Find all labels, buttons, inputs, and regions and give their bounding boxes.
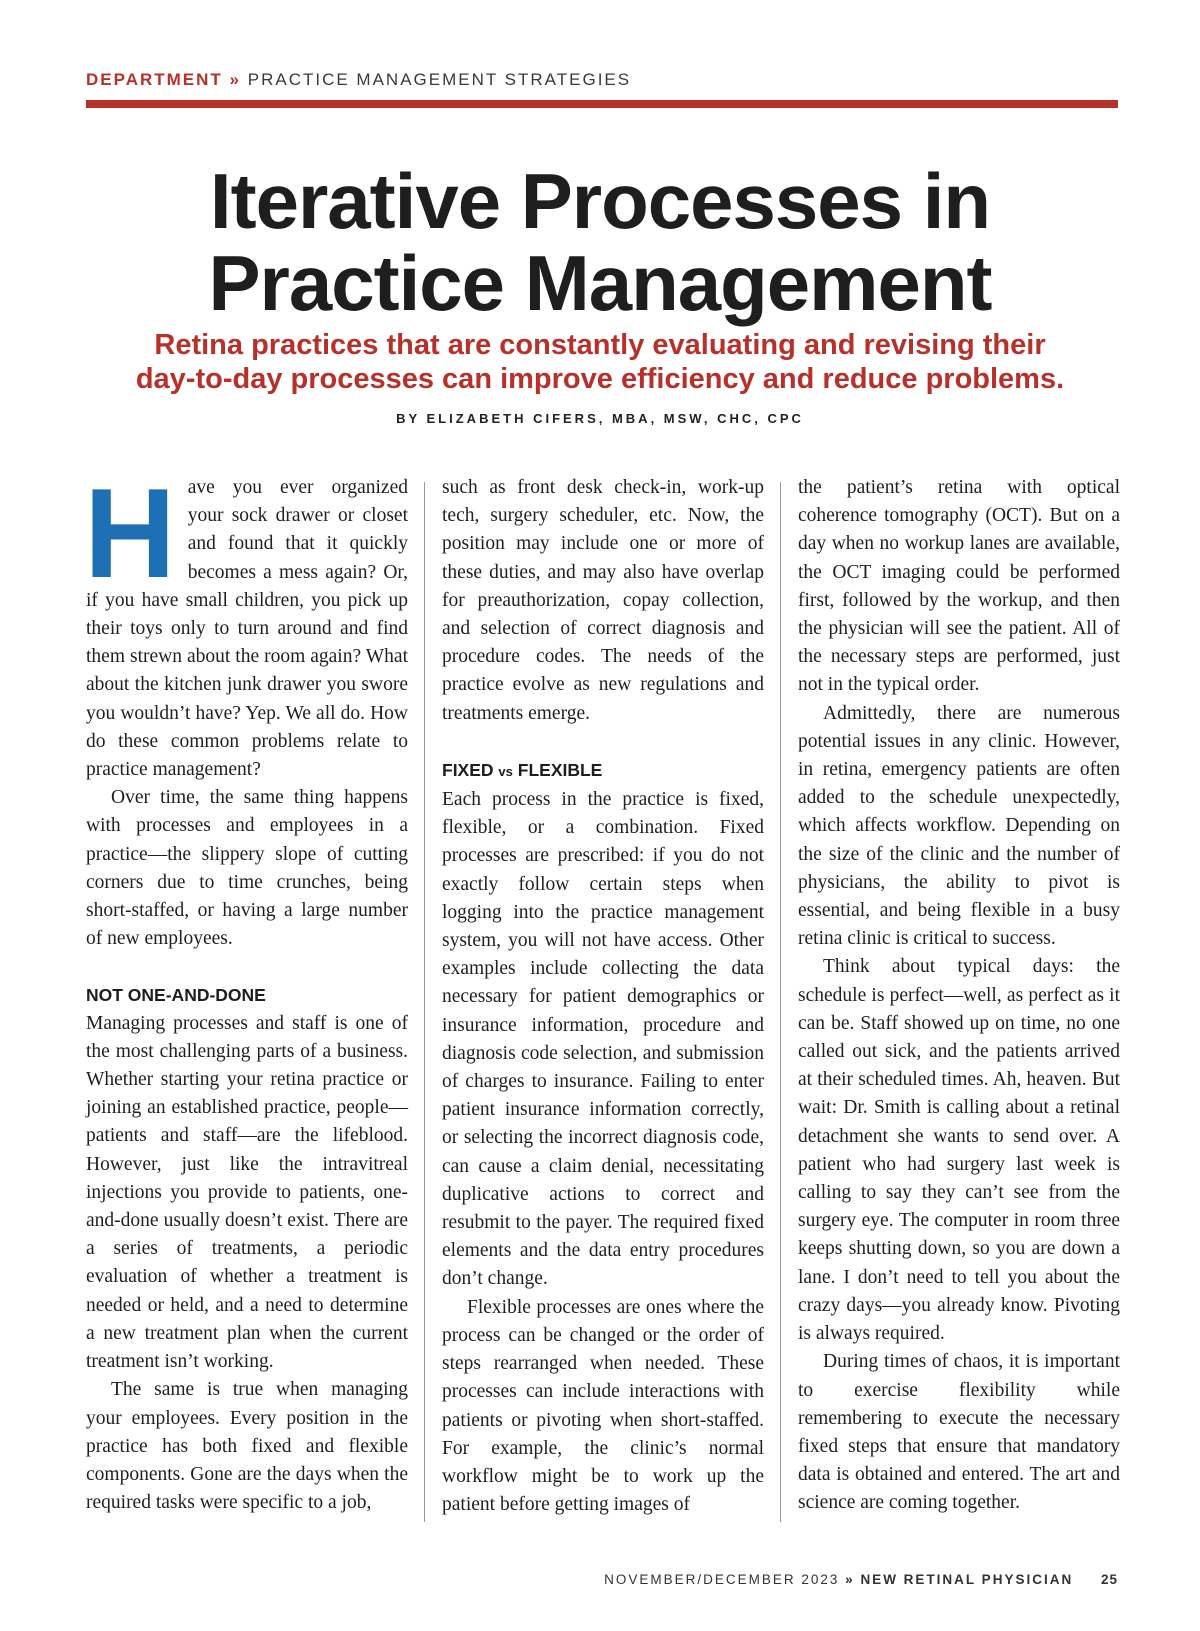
- section-heading: NOT ONE-AND-DONE: [86, 985, 266, 1006]
- paragraph: [84, 462, 408, 784]
- subtitle-line-2: day-to-day processes can improve efficiency and reduce problems.: [135, 363, 1065, 395]
- page-footer: [604, 1572, 1118, 1587]
- title-line-1: Iterative Processes in: [209, 157, 991, 245]
- article-title: [0, 157, 1200, 327]
- department-kicker: DEPARTMENT: [86, 70, 223, 89]
- magazine-name: NEW RETINAL PHYSICIAN: [860, 1572, 1074, 1587]
- article-column-2: [442, 474, 764, 1519]
- column-divider: [780, 482, 781, 1522]
- department-separator: »: [229, 70, 241, 89]
- title-line-2: Practice Management: [208, 239, 992, 327]
- paragraph: Flexible processes are ones where the process can be changed or the order of steps rearranged when needed. These processes can include interactions with patients or pivoting when short-staffed. For example, the clinic’s normal workflow might be to work up the patient before getting images of: [442, 1296, 764, 1516]
- heading-word: FIXED: [442, 759, 494, 780]
- paragraph: During times of chaos, it is important to exercise flexibility while remembering to execute the necessary fixed steps that ensure that mandatory data is obtained and entered. The art and science are coming together.: [798, 1351, 1120, 1514]
- drop-cap: H: [84, 462, 176, 604]
- page-number: 25: [1100, 1572, 1118, 1587]
- issue-date: NOVEMBER/DECEMBER 2023: [604, 1572, 840, 1587]
- paragraph: Think about typical days: the schedule is perfect—well, as perfect as it can be. Staff showed up on time, no one called out sick, and the patients arrived at their scheduled times. Ah, heaven. But wait: Dr. Smith is calling about a retinal detachment she wants to send over. A patient who had surgery last week is calling to say they can’t see from the surgery eye. The computer in room three keeps shutting down, so you are down a lane. I don’t need to tell you about the crazy days—you already know. Pivoting is always required.: [798, 956, 1120, 1345]
- article-column-1: [84, 462, 408, 1517]
- header-rule: [86, 100, 1118, 108]
- paragraph-text: ave you ever organized your sock drawer or closet and found that it quickly becomes a mess again? Or, if you have small children, you pick up their toys only to turn around and find them strewn about the room again? What about the kitchen junk drawer you swore you wouldn’t have? Yep. We all do. How do these common problems relate to practice management?: [86, 477, 408, 781]
- paragraph: the patient’s retina with optical coherence tomography (OCT). But on a day when no workup lanes are available, the OCT imaging could be performed first, followed by the workup, and then the physician will see the patient. All of the necessary steps are performed, just not in the typical order.: [798, 477, 1120, 696]
- byline: BY ELIZABETH CIFERS, MBA, MSW, CHC, CPC: [396, 411, 804, 426]
- department-section: PRACTICE MANAGEMENT STRATEGIES: [247, 70, 632, 89]
- paragraph: Managing processes and staff is one of the most challenging parts of a business. Whether starting your retina practice or joining an established practice, people—patients and staff—are the lifeblood. However, just like the intravitreal injections you provide to patients, one-and-done usually doesn’t exist. There are a series of treatments, a periodic evaluation of whether a treatment is needed or held, and a need to determine a new treatment plan when the current treatment isn’t working.: [86, 1012, 408, 1373]
- heading-word: FLEXIBLE: [517, 759, 603, 780]
- footer-separator: »: [845, 1572, 855, 1587]
- paragraph: Admittedly, there are numerous potential issues in any clinic. However, in retina, emergency patients are often added to the schedule unexpectedly, which affects workflow. Depending on the size of the clinic and the number of physicians, the ability to pivot is essential, and being flexible in a busy retina clinic is critical to success.: [798, 702, 1120, 950]
- paragraph: The same is true when managing your employees. Every position in the practice has both fixed and flexible components. Gone are the days when the required tasks were specific to a job,: [86, 1379, 408, 1514]
- subtitle-line-1: Retina practices that are constantly evaluating and revising their: [154, 329, 1046, 361]
- article-subtitle: [0, 328, 1200, 396]
- article-column-3: [798, 474, 1120, 1518]
- section-heading: [442, 756, 764, 786]
- paragraph: Over time, the same thing happens with processes and employees in a practice—the slippery slope of cutting corners due to time crunches, being short-staffed, or having a large number of new employees.: [86, 787, 408, 950]
- paragraph: such as front desk check-in, work-up tech, surgery scheduler, etc. Now, the position may include one or more of these duties, and may also have overlap for preauthorization, copay collection, and selection of correct diagnosis and procedure codes. The needs of the practice evolve as new regulations and treatments emerge.: [442, 477, 764, 724]
- heading-vs: vs: [498, 763, 513, 779]
- column-divider: [424, 482, 425, 1522]
- paragraph: Each process in the practice is fixed, flexible, or a combination. Fixed processes are prescribed: if you do not exactly follow certain steps when logging into the practice management system, you will not have access. Other examples include collecting the data necessary for patient demographics or insurance information, procedure and diagnosis code selection, and submission of charges to insurance. Failing to enter patient insurance information correctly, or selecting the incorrect diagnosis code, can cause a claim denial, necessitating duplicative actions to correct and resubmit to the payer. The required fixed elements and the data entry procedures don’t change.: [442, 789, 764, 1290]
- department-label: [86, 70, 631, 90]
